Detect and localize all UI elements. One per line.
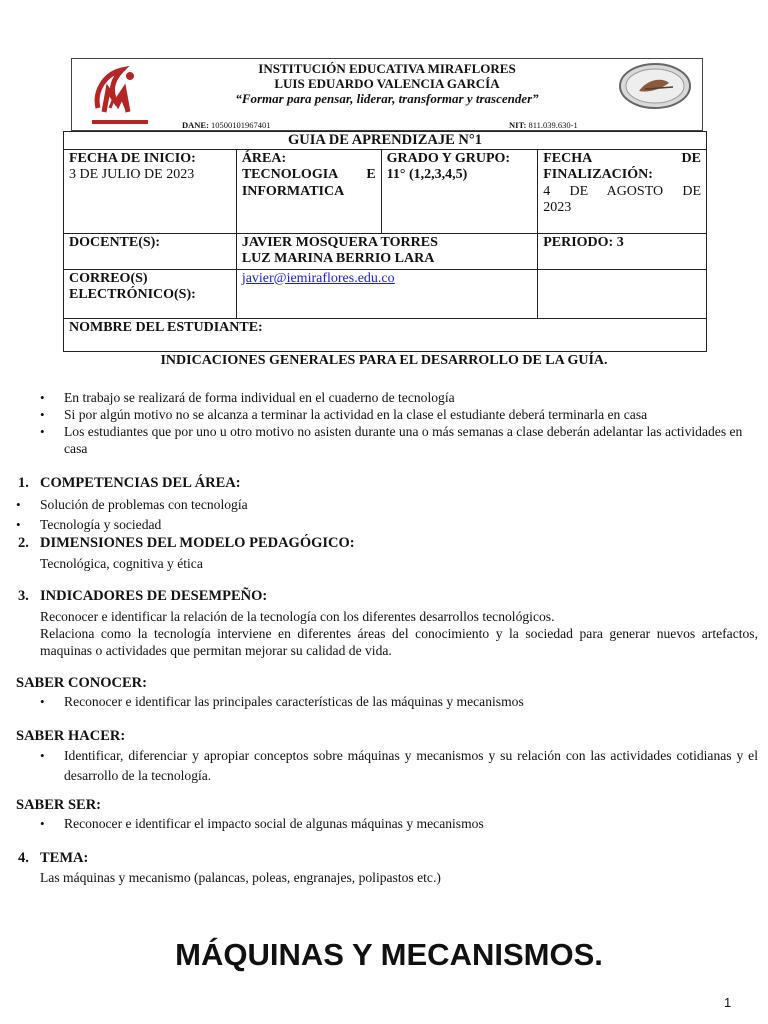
saber-conocer-list: [38, 693, 758, 710]
period: PERIODO: 3: [538, 233, 707, 269]
grade-label: GRADO Y GRUPO:: [386, 150, 511, 166]
start-date-value: 3 DE JULIO DE 2023: [69, 167, 195, 182]
saber-hacer-title: SABER HACER:: [16, 728, 126, 744]
email-label-cell: [64, 269, 237, 318]
page-number: 1: [724, 995, 732, 1010]
email-label-line1: CORREO(S): [69, 270, 148, 286]
email-link[interactable]: javier@iemiraflores.edu.co: [241, 270, 395, 286]
dimensiones-title: DIMENSIONES DEL MODELO PEDAGÓGICO:: [40, 535, 355, 551]
saber-hacer-item: • Identificar, diferenciar y apropiar conceptos sobre máquinas y mecanismos y su relación con las actividades cotidianas y el desarrollo de la tecnología.: [38, 746, 758, 786]
indicadores-number: 3.: [18, 588, 29, 604]
nit: [509, 120, 578, 130]
area-label: ÁREA:: [241, 150, 287, 166]
instruction-item: • Los estudiantes que por uno u otro motivo no asisten durante una o más semanas a clase deberán adelantar las actividades en casa: [38, 423, 758, 457]
nit-label: NIT:: [509, 120, 527, 130]
teacher-name-1: JAVIER MOSQUERA TORRES: [241, 234, 438, 250]
dimensiones-text: Tecnológica, cognitiva y ética: [40, 556, 203, 571]
dane-label: DANE:: [182, 120, 209, 130]
tema-text: Las máquinas y mecanismo (palancas, poleas, engranajes, polipastos etc.): [40, 870, 441, 885]
end-date-value-line1: 4 DE AGOSTO DE: [543, 183, 701, 199]
indicadores-title: INDICADORES DE DESEMPEÑO:: [40, 588, 268, 604]
tema-number: 4.: [18, 850, 29, 866]
area-cell: [236, 149, 381, 233]
logo-caption: INSTITUCION EDUCATIVA MIRAFLORES: [76, 123, 152, 128]
grade-value: 11° (1,2,3,4,5): [386, 167, 468, 182]
nit-value: 811.039.630-1: [528, 120, 578, 130]
empty-cell: [538, 269, 707, 318]
end-date-value-line2: 2023: [543, 200, 572, 215]
student-name-label: NOMBRE DEL ESTUDIANTE:: [64, 318, 707, 351]
emblem-icon: [617, 61, 693, 111]
teacher-name-2: LUZ MARINA BERRIO LARA: [241, 251, 435, 266]
saber-ser-list: [38, 815, 758, 832]
competencia-item: • Tecnología y sociedad: [14, 515, 614, 535]
competencias-title: COMPETENCIAS DEL ÁREA:: [40, 475, 241, 491]
end-date-cell: [538, 149, 707, 233]
dane: [182, 120, 271, 130]
start-date-cell: [64, 149, 237, 233]
instructions-list: [38, 389, 758, 457]
instruction-item: • En trabajo se realizará de forma individual en el cuaderno de tecnología: [38, 389, 758, 406]
area-value-line1: TECNOLOGIA E: [241, 167, 376, 182]
grade-cell: [381, 149, 538, 233]
competencia-item: • Solución de problemas con tecnología: [14, 495, 614, 515]
indicador-2: Relaciona como la tecnología interviene en diferentes áreas del conocimiento y la sociedad para generar nuevos artefactos, maquinas o actividades que permitan mejorar su calidad de vida.: [40, 626, 758, 658]
institution-name: INSTITUCIÓN EDUCATIVA MIRAFLORES: [258, 61, 516, 76]
motto: “Formar para pensar, liderar, transformar y trascender”: [235, 91, 539, 106]
instruction-item: • Si por algún motivo no se alcanza a terminar la actividad en la clase el estudiante deberá terminarla en casa: [38, 406, 758, 423]
dimensiones-number: 2.: [18, 535, 29, 551]
dane-value: 10500101967401: [211, 120, 271, 130]
start-date-label: FECHA DE INICIO:: [69, 150, 196, 166]
indicador-1: Reconocer e identificar la relación de la tecnología con los diferentes desarrollos tecnológicos.: [40, 609, 555, 624]
saber-conocer-title: SABER CONOCER:: [16, 675, 147, 691]
email-label-line2: ELECTRÓNICO(S):: [69, 287, 196, 302]
institution-header: [71, 58, 703, 131]
competencias-number: 1.: [18, 475, 29, 491]
end-date-label-line2: FINALIZACIÓN:: [543, 167, 653, 182]
saber-ser-item: • Reconocer e identificar el impacto social de algunas máquinas y mecanismos: [38, 815, 758, 832]
competencias-list: [14, 495, 614, 535]
tema-title: TEMA:: [40, 850, 89, 866]
main-title: MÁQUINAS Y MECANISMOS.: [175, 937, 603, 972]
area-value-line2: INFORMATICA: [241, 183, 345, 199]
teacher-names: [236, 233, 537, 269]
guide-title: GUIA DE APRENDIZAJE N°1: [64, 132, 707, 150]
guide-info-table: [63, 131, 707, 352]
rector-name: LUIS EDUARDO VALENCIA GARCÍA: [274, 76, 500, 91]
teacher-label: DOCENTE(S):: [64, 233, 237, 269]
instructions-title: INDICACIONES GENERALES PARA EL DESARROLLO DE LA GUÍA.: [160, 353, 608, 368]
saber-hacer-list: [38, 746, 758, 786]
email-value-cell: [236, 269, 537, 318]
end-date-label-line1: FECHA DE: [543, 150, 701, 166]
saber-conocer-item: • Reconocer e identificar las principales características de las máquinas y mecanismos: [38, 693, 758, 710]
saber-ser-title: SABER SER:: [16, 797, 102, 813]
